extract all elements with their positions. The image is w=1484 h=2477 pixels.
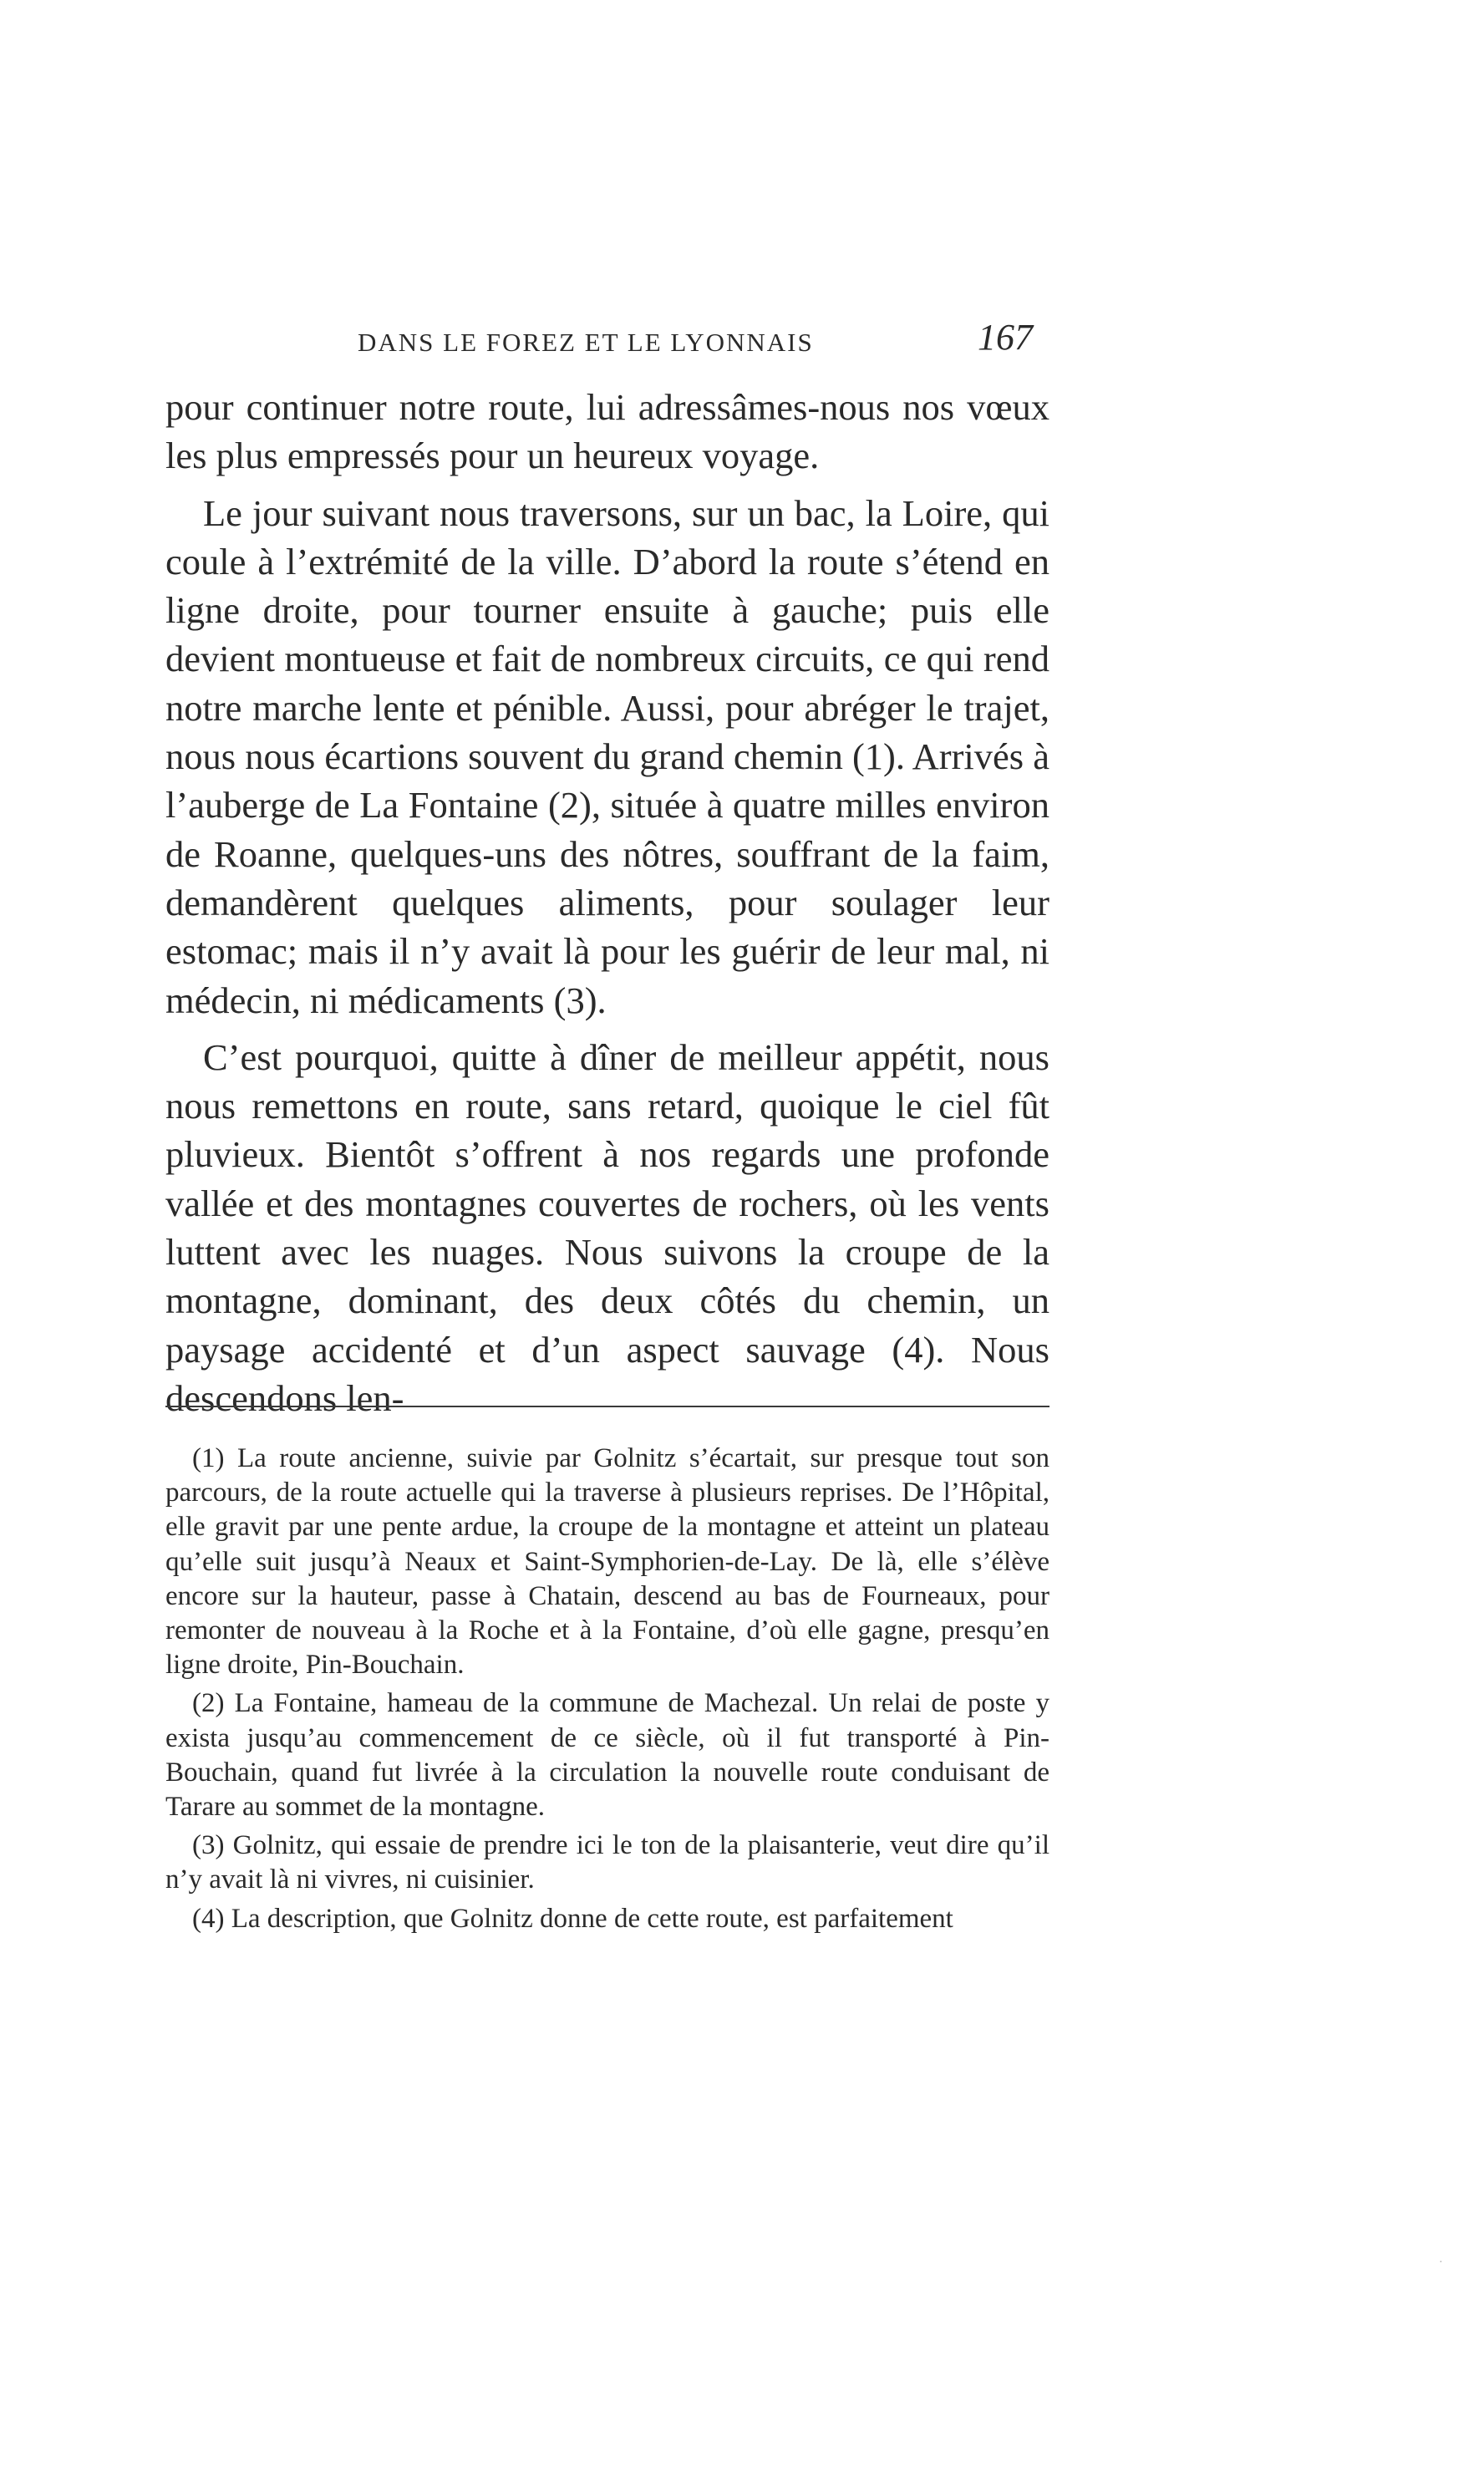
footnote-separator xyxy=(165,1406,1049,1407)
scan-speck: · xyxy=(1439,2256,1443,2269)
main-text xyxy=(165,383,1049,1422)
footnote: (3) Golnitz, qui essaie de prendre ici le ton de la plaisanterie, veut dire qu’il n’y avait là ni vivres, ni cuisinier. xyxy=(165,1830,1049,1895)
footnote: (2) La Fontaine, hameau de la commune de Machezal. Un relai de poste y exista jusqu’au commencement de ce siècle, où il fut transporté à Pin-Bouchain, quand fut livrée à la circulation la nouvelle route conduisant de Tarare au sommet de la montagne. xyxy=(165,1688,1049,1823)
paragraph: pour continuer notre route, lui adressâmes-nous nos vœux les plus empressés pour un heureux voyage. xyxy=(165,386,1049,477)
paragraph: C’est pourquoi, quitte à dîner de meilleur appétit, nous nous remettons en route, sans retard, quoique le ciel fût pluvieux. Bientôt s’offrent à nos regards une profonde vallée et des montagnes couvertes de rochers, où les vents luttent avec les nuages. Nous suivons la croupe de la montagne, dominant, des deux côtés du chemin, un paysage accidenté et d’un aspect sauvage (4). Nous descendons len- xyxy=(165,1035,1049,1419)
paragraph: Le jour suivant nous traversons, sur un bac, la Loire, qui coule à l’extrémité de la ville. D’abord la route s’étend en ligne droite, pour tourner ensuite à gauche; puis elle devient montueuse et fait de nombreux circuits, ce qui rend notre marche lente et pénible. Aussi, pour abréger le trajet, nous nous écartions souvent du grand chemin (1). Arrivés à l’auberge de La Fontaine (2), située à quatre milles environ de Roanne, quelques-uns des nôtres, souffrant de la faim, demandèrent quelques aliments, pour soulager leur estomac; mais il n’y avait là pour les guérir de leur mal, ni médecin, ni médicaments (3). xyxy=(165,491,1049,1021)
footnote: (4) La description, que Golnitz donne de cette route, est parfaitement xyxy=(192,1903,953,1934)
footnotes xyxy=(165,1442,1049,1940)
running-head: DANS LE FOREZ ET LE LYONNAIS xyxy=(358,328,814,357)
footnote: (1) La route ancienne, suivie par Golnitz s’écartait, sur presque tout son parcours, de la route actuelle qui la traverse à plusieurs reprises. De l’Hôpital, elle gravit par une pente ardue, la croupe de la montagne et atteint un plateau qu’elle suit jusqu’à Neaux et Saint-Symphorien-de-Lay. De là, elle s’élève encore sur la hauteur, passe à Chatain, descend au bas de Fourneaux, pour remonter de nouveau à la Roche et à la Fontaine, d’où elle gagne, presqu’en ligne droite, Pin-Bouchain. xyxy=(165,1443,1049,1681)
page-number: 167 xyxy=(978,317,1033,358)
